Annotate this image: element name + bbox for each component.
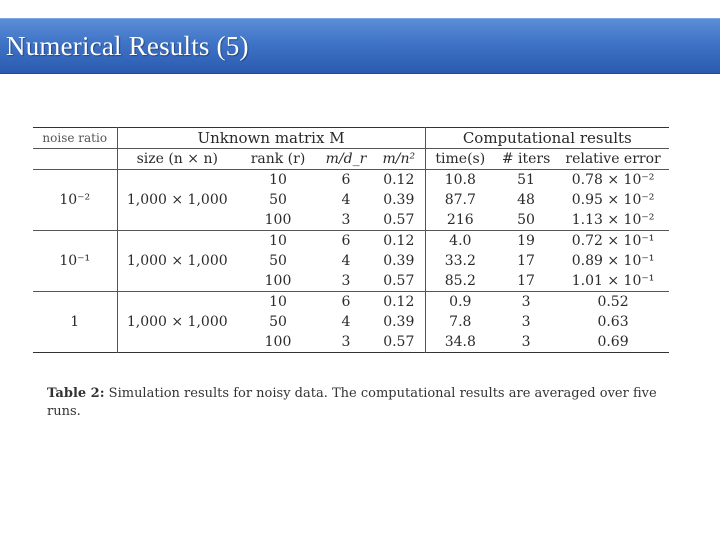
iters-cell: 17 (517, 253, 535, 269)
caption-text: Simulation results for noisy data. The computational results are averaged over five runs. (47, 386, 657, 419)
rank-cell: 10 (269, 233, 287, 249)
header-relative-error: relative error (565, 151, 661, 167)
mn2-cell: 0.39 (373, 312, 425, 332)
mn2-cell: 0.12 (373, 292, 425, 313)
noise-cell: 10⁻² (33, 170, 117, 231)
mn2-cell: 0.39 (373, 251, 425, 271)
header-unknown-matrix: Unknown matrix M (117, 128, 425, 149)
time-cell: 0.9 (449, 294, 472, 310)
mn2-cell: 0.57 (373, 271, 425, 292)
rank-cell: 100 (264, 334, 292, 350)
header-m-n2: m/n² (373, 149, 425, 170)
time-cell: 34.8 (444, 334, 476, 350)
mdr-cell: 3 (341, 212, 351, 228)
error-cell: 0.69 (597, 334, 629, 350)
size-cell: 1,000 × 1,000 (126, 192, 228, 208)
iters-cell: 17 (517, 273, 535, 289)
mdr-cell: 4 (341, 314, 351, 330)
error-cell: 1.01 × 10⁻¹ (571, 273, 655, 289)
results-figure (33, 127, 669, 353)
table-row (33, 292, 669, 313)
mn2-cell: 0.39 (373, 190, 425, 210)
header-blank (33, 149, 117, 170)
rank-cell: 100 (264, 273, 292, 289)
slide-title: Numerical Results (5) (6, 31, 249, 61)
rank-cell: 10 (269, 172, 287, 188)
table-row (33, 170, 669, 191)
results-table (33, 127, 669, 353)
rank-cell: 10 (269, 294, 287, 310)
error-cell: 0.78 × 10⁻² (571, 172, 655, 188)
time-cell: 87.7 (444, 192, 476, 208)
iters-cell: 48 (517, 192, 535, 208)
rank-cell: 50 (269, 253, 287, 269)
time-cell: 7.8 (449, 314, 472, 330)
header-row-top (33, 128, 669, 149)
error-cell: 1.13 × 10⁻² (571, 212, 655, 228)
time-cell: 33.2 (444, 253, 476, 269)
mdr-cell: 6 (341, 233, 351, 249)
time-cell: 4.0 (449, 233, 472, 249)
iters-cell: 19 (517, 233, 535, 249)
error-cell: 0.72 × 10⁻¹ (571, 233, 655, 249)
table-caption (47, 385, 667, 421)
header-iters: # iters (501, 151, 551, 167)
header-time: time(s) (435, 151, 486, 167)
rank-cell: 50 (269, 314, 287, 330)
header-rank: rank (r) (250, 151, 306, 167)
time-cell: 85.2 (444, 273, 476, 289)
time-cell: 10.8 (444, 172, 476, 188)
mdr-cell: 4 (341, 192, 351, 208)
mn2-cell: 0.57 (373, 332, 425, 353)
mdr-cell: 4 (341, 253, 351, 269)
mn2-cell: 0.57 (373, 210, 425, 231)
caption-label: Table 2: (47, 386, 105, 401)
size-cell: 1,000 × 1,000 (126, 253, 228, 269)
header-computational: Computational results (462, 129, 632, 147)
header-size: size (n × n) (136, 151, 218, 167)
header-noise-ratio: noise ratio (33, 128, 117, 149)
mdr-cell: 6 (341, 294, 351, 310)
iters-cell: 3 (521, 334, 531, 350)
table-row (33, 231, 669, 252)
header-row-cols (33, 149, 669, 170)
iters-cell: 3 (521, 314, 531, 330)
title-bar (0, 18, 720, 74)
noise-cell: 10⁻¹ (33, 231, 117, 292)
rank-cell: 100 (264, 212, 292, 228)
iters-cell: 3 (521, 294, 531, 310)
rank-cell: 50 (269, 192, 287, 208)
error-cell: 0.52 (597, 294, 629, 310)
mn2-cell: 0.12 (373, 170, 425, 191)
mdr-cell: 6 (341, 172, 351, 188)
noise-cell: 1 (33, 292, 117, 353)
error-cell: 0.63 (597, 314, 629, 330)
size-cell: 1,000 × 1,000 (126, 314, 228, 330)
error-cell: 0.89 × 10⁻¹ (571, 253, 655, 269)
header-m-dr: m/d_r (325, 151, 367, 167)
mdr-cell: 3 (341, 334, 351, 350)
time-cell: 216 (446, 212, 474, 228)
error-cell: 0.95 × 10⁻² (571, 192, 655, 208)
mdr-cell: 3 (341, 273, 351, 289)
iters-cell: 51 (517, 172, 535, 188)
iters-cell: 50 (517, 212, 535, 228)
mn2-cell: 0.12 (373, 231, 425, 252)
